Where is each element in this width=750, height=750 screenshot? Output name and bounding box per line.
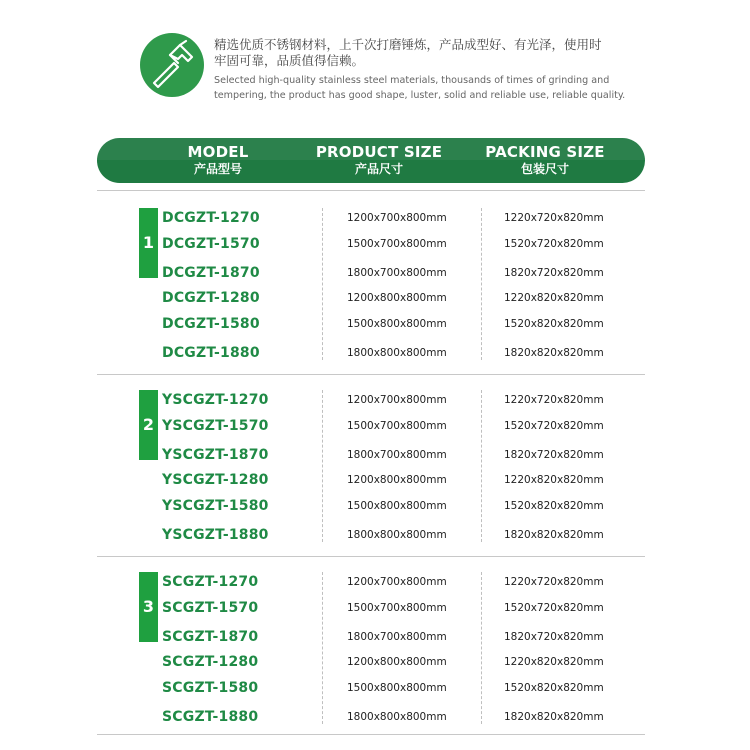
model-code: SCGZT-1880	[162, 709, 259, 725]
product-size: 1800x700x800mm	[347, 449, 447, 461]
model-code: YSCGZT-1270	[162, 392, 269, 408]
table-row	[0, 525, 750, 545]
model-code: DCGZT-1280	[162, 290, 260, 306]
packing-size: 1820x720x820mm	[504, 267, 604, 279]
product-size: 1500x700x800mm	[347, 238, 447, 250]
group-divider	[97, 374, 645, 375]
column-divider	[322, 390, 323, 542]
intro-text	[214, 37, 734, 103]
product-size: 1200x700x800mm	[347, 394, 447, 406]
packing-size: 1220x820x820mm	[504, 656, 604, 668]
table-row	[0, 470, 750, 490]
packing-size: 1520x720x820mm	[504, 238, 604, 250]
model-code: SCGZT-1580	[162, 680, 259, 696]
model-code: SCGZT-1870	[162, 629, 259, 645]
product-size: 1800x700x800mm	[347, 631, 447, 643]
product-size: 1800x800x800mm	[347, 529, 447, 541]
table-row	[0, 598, 750, 618]
packing-size: 1820x720x820mm	[504, 449, 604, 461]
column-divider	[322, 208, 323, 360]
product-group-3	[0, 568, 750, 738]
product-size: 1500x700x800mm	[347, 420, 447, 432]
packing-size: 1220x720x820mm	[504, 212, 604, 224]
model-code: DCGZT-1580	[162, 316, 260, 332]
header-packing-cn: 包装尺寸	[520, 162, 569, 176]
table-row	[0, 234, 750, 254]
packing-size: 1220x720x820mm	[504, 394, 604, 406]
model-code: DCGZT-1570	[162, 236, 260, 252]
model-code: YSCGZT-1870	[162, 447, 269, 463]
table-row	[0, 343, 750, 363]
header-model-en: MODEL	[187, 143, 249, 161]
product-size: 1800x800x800mm	[347, 711, 447, 723]
group-number-badge: 1	[139, 208, 158, 278]
model-code: DCGZT-1870	[162, 265, 260, 281]
header-product-cn: 产品尺寸	[354, 162, 403, 176]
packing-size: 1220x820x820mm	[504, 292, 604, 304]
model-code: SCGZT-1270	[162, 574, 259, 590]
header-product-size	[308, 144, 450, 176]
table-row	[0, 208, 750, 228]
intro-en-line-2: tempering, the product has good shape, luster, solid and reliable use, reliable quality.	[214, 90, 626, 101]
product-size: 1500x700x800mm	[347, 602, 447, 614]
header-product-en: PRODUCT SIZE	[315, 143, 443, 161]
header-packing-en: PACKING SIZE	[485, 143, 605, 161]
product-size: 1500x800x800mm	[347, 682, 447, 694]
model-code: YSCGZT-1880	[162, 527, 269, 543]
packing-size: 1220x820x820mm	[504, 474, 604, 486]
product-size: 1200x800x800mm	[347, 474, 447, 486]
group-number-badge: 2	[139, 390, 158, 460]
column-divider	[481, 208, 482, 360]
model-code: SCGZT-1280	[162, 654, 259, 670]
model-code: SCGZT-1570	[162, 600, 259, 616]
table-row	[0, 627, 750, 647]
product-size: 1800x700x800mm	[347, 267, 447, 279]
header-divider	[97, 190, 645, 191]
product-group-1	[0, 204, 750, 374]
product-size: 1800x800x800mm	[347, 347, 447, 359]
table-row	[0, 314, 750, 334]
product-size: 1200x800x800mm	[347, 656, 447, 668]
group-divider	[97, 556, 645, 557]
intro-cn-line-2: 牢固可靠，品质值得信赖。	[214, 53, 365, 68]
model-code: YSCGZT-1580	[162, 498, 269, 514]
table-row	[0, 390, 750, 410]
intro-en-line-1: Selected high-quality stainless steel materials, thousands of times of grinding and	[214, 75, 610, 86]
packing-size: 1220x720x820mm	[504, 576, 604, 588]
group-divider	[97, 734, 645, 735]
intro-section	[140, 33, 740, 103]
packing-size: 1820x720x820mm	[504, 631, 604, 643]
table-row	[0, 288, 750, 308]
group-number-badge: 3	[139, 572, 158, 642]
column-divider	[481, 572, 482, 724]
packing-size: 1520x820x820mm	[504, 682, 604, 694]
header-model-cn: 产品型号	[193, 162, 242, 176]
table-row	[0, 678, 750, 698]
product-size: 1500x800x800mm	[347, 318, 447, 330]
product-size: 1200x700x800mm	[347, 576, 447, 588]
packing-size: 1520x820x820mm	[504, 500, 604, 512]
column-divider	[481, 390, 482, 542]
column-divider	[322, 572, 323, 724]
model-code: YSCGZT-1570	[162, 418, 269, 434]
header-packing-size	[474, 144, 616, 176]
header-model	[150, 144, 286, 176]
product-group-2	[0, 386, 750, 556]
table-row	[0, 496, 750, 516]
model-code: DCGZT-1880	[162, 345, 260, 361]
packing-size: 1520x720x820mm	[504, 602, 604, 614]
packing-size: 1520x820x820mm	[504, 318, 604, 330]
model-code: DCGZT-1270	[162, 210, 260, 226]
product-size: 1200x800x800mm	[347, 292, 447, 304]
table-row	[0, 445, 750, 465]
packing-size: 1520x720x820mm	[504, 420, 604, 432]
packing-size: 1820x820x820mm	[504, 347, 604, 359]
table-row	[0, 572, 750, 592]
table-row	[0, 263, 750, 283]
packing-size: 1820x820x820mm	[504, 711, 604, 723]
hammer-icon	[140, 33, 204, 97]
intro-cn-line-1: 精选优质不锈钢材料，上千次打磨锤炼，产品成型好、有光泽，使用时	[214, 37, 602, 52]
product-size: 1500x800x800mm	[347, 500, 447, 512]
model-code: YSCGZT-1280	[162, 472, 269, 488]
packing-size: 1820x820x820mm	[504, 529, 604, 541]
table-row	[0, 707, 750, 727]
table-row	[0, 416, 750, 436]
table-row	[0, 652, 750, 672]
product-size: 1200x700x800mm	[347, 212, 447, 224]
